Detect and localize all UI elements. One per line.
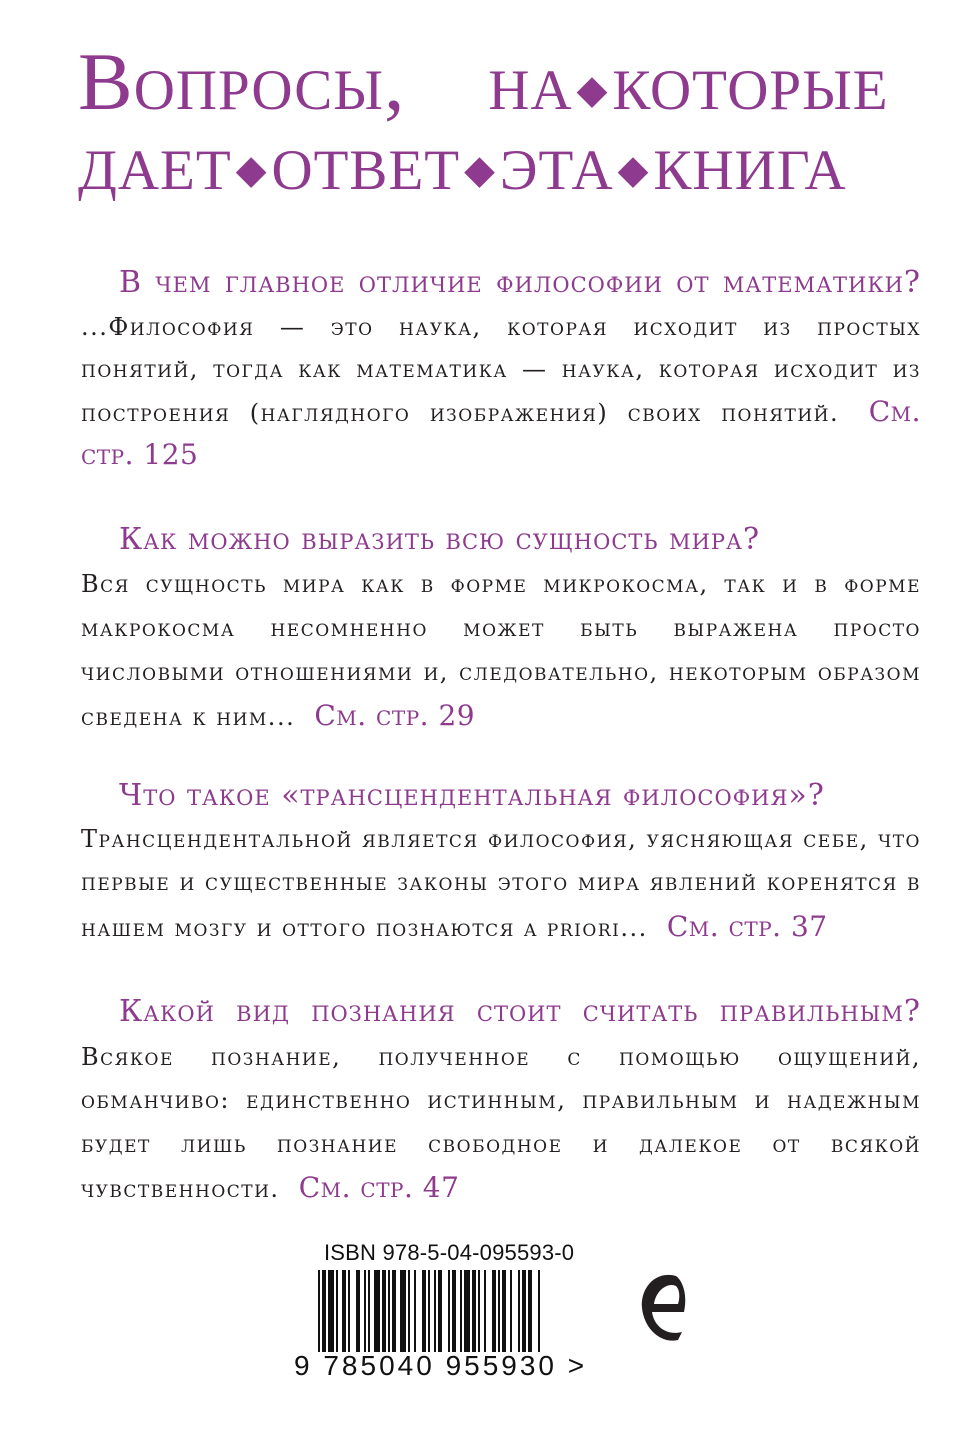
barcode-bar xyxy=(528,1270,532,1352)
qa-block xyxy=(81,774,921,950)
page-reference: См. стр. 47 xyxy=(298,1171,460,1204)
title-word: Вопросы, xyxy=(78,36,406,127)
barcode-bar xyxy=(368,1270,370,1352)
title-word: на xyxy=(488,36,573,127)
barcode-bar xyxy=(374,1270,380,1352)
barcode-bar xyxy=(408,1270,410,1352)
title-line-2 xyxy=(78,116,938,208)
barcode-bar xyxy=(400,1270,406,1352)
cover-title xyxy=(78,36,938,208)
isbn-label: ISBN 978-5-04-095593-0 xyxy=(324,1240,575,1265)
barcode-bar xyxy=(502,1270,506,1352)
barcode-bar xyxy=(538,1270,540,1352)
separator-diamond-icon: ◆ xyxy=(617,147,650,193)
isbn-digits: 9 785040 955930 > xyxy=(294,1350,588,1381)
barcode-bar xyxy=(460,1270,462,1352)
title-line-1 xyxy=(78,36,938,127)
page-reference: См. стр. 37 xyxy=(666,909,828,943)
barcode-icon xyxy=(318,1270,608,1352)
barcode-bar xyxy=(414,1270,416,1352)
barcode-bar xyxy=(478,1270,480,1352)
isbn-barcode xyxy=(288,1240,628,1390)
barcode-bar xyxy=(328,1270,334,1352)
separator-diamond-icon: ◆ xyxy=(464,147,496,193)
barcode-bar xyxy=(484,1270,486,1352)
qa-block xyxy=(81,990,921,1212)
title-word: которые xyxy=(612,36,889,127)
qa-block xyxy=(81,262,921,478)
barcode-bar xyxy=(322,1270,326,1352)
barcode-bar xyxy=(452,1270,456,1352)
eksmo-logo-icon xyxy=(636,1268,692,1348)
barcode-bar xyxy=(438,1270,442,1352)
qa-answer: ...Философия — это наука, которая исходит из простых понятий, тогда как математика — наука, которая исходит из построения (наглядного изображения) своих понятий. xyxy=(81,312,921,427)
barcode-bar xyxy=(498,1270,500,1352)
qa-block xyxy=(81,518,921,739)
barcode-bar xyxy=(518,1270,520,1352)
qa-question: В чем главное отличие философии от математики? xyxy=(119,265,921,300)
barcode-bar xyxy=(382,1270,386,1352)
barcode-bar xyxy=(336,1270,338,1352)
barcode-bar xyxy=(434,1270,436,1352)
separator-diamond-icon: ◆ xyxy=(235,147,268,193)
barcode-bar xyxy=(392,1270,396,1352)
barcode-bar xyxy=(342,1270,346,1352)
barcode-bar xyxy=(318,1270,320,1352)
title-word: эта xyxy=(499,116,614,208)
page-reference: См. стр. 29 xyxy=(314,699,476,732)
qa-question: Что такое «трансцендентальная философия»? xyxy=(119,778,825,813)
qa-answer: Трансцендентальной является философия, уясняющая себе, что первые и существенные законы этого мира явлений коренятся в нашем мозгу и оттого познаются a priori... xyxy=(81,824,921,942)
separator-diamond-icon: ◆ xyxy=(576,67,609,113)
qa-question: Какой вид познания стоит считать правильным? xyxy=(119,994,921,1029)
barcode-bar xyxy=(492,1270,496,1352)
barcode-bar xyxy=(522,1270,526,1352)
barcode-bar xyxy=(422,1270,426,1352)
barcode-bar xyxy=(448,1270,450,1352)
barcode-bar xyxy=(388,1270,390,1352)
barcode-bar xyxy=(464,1270,470,1352)
qa-answer: Всякое познание, полученное с помощью ощущений, обманчиво: единственно истинным, правильным и надежным будет лишь познание свободное и далекое от всякой чувственности. xyxy=(81,1042,921,1203)
title-word: ответ xyxy=(271,116,461,208)
page-reference: См. стр. 125 xyxy=(81,394,921,471)
barcode-bar xyxy=(428,1270,430,1352)
qa-question: Как можно выразить всю сущность мира? xyxy=(119,522,761,557)
barcode-bar xyxy=(356,1270,360,1352)
qa-answer: Вся сущность мира как в форме микрокосма, так и в форме макрокосма несомненно может быть выражена просто числовыми отношениями и, следовательно, некоторым образом сведена к ним... xyxy=(81,570,921,731)
barcode-bar xyxy=(348,1270,350,1352)
barcode-bar xyxy=(510,1270,512,1352)
barcode-bar xyxy=(472,1270,476,1352)
title-word: книга xyxy=(653,116,847,208)
title-word: дает xyxy=(78,116,232,208)
barcode-bar xyxy=(364,1270,366,1352)
